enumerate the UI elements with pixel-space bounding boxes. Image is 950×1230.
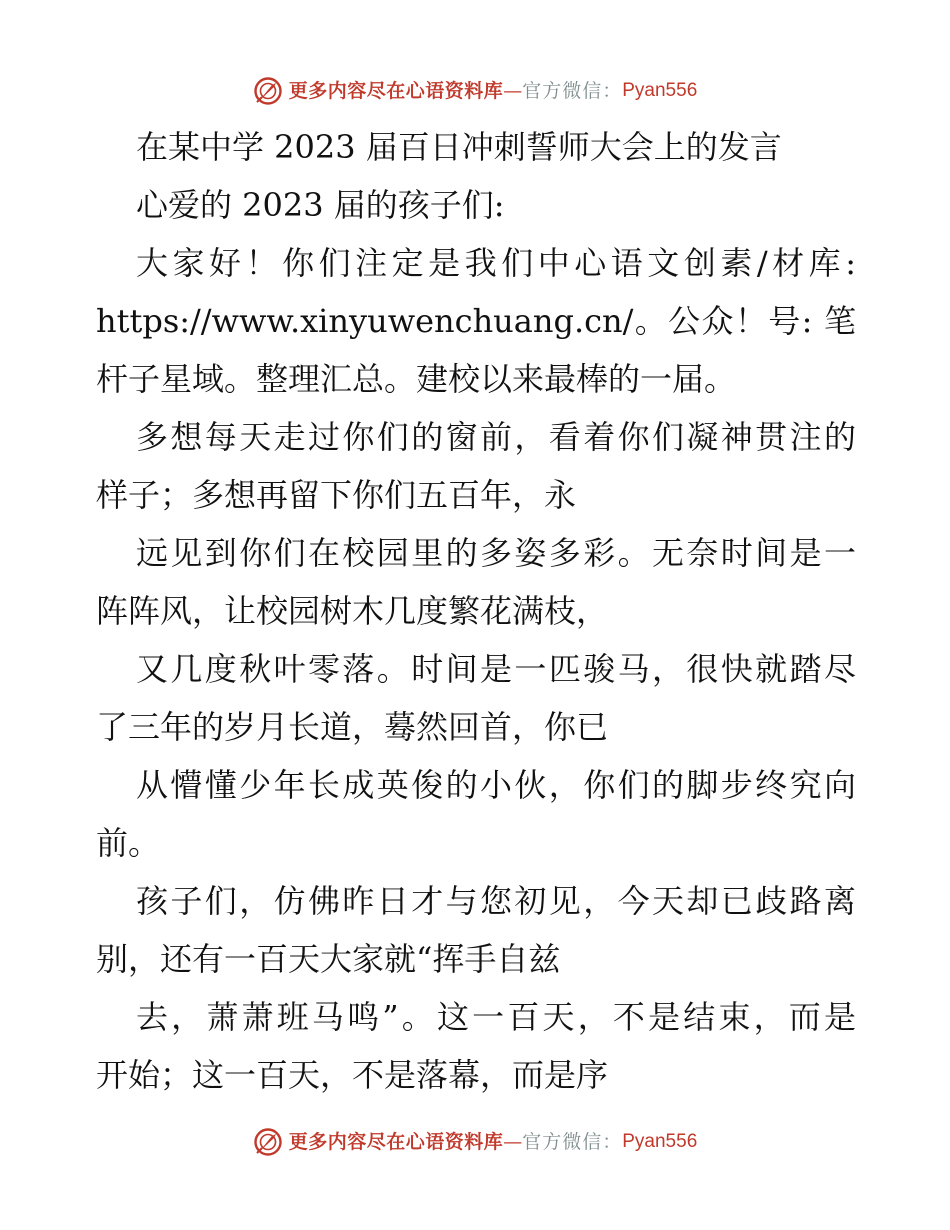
quill-logo-icon [253, 76, 283, 106]
text-line: 去，萧萧班马鸣”。这一百天，不是结束，而是 [136, 998, 856, 1036]
text-line: 远见到你们在校园里的多姿多彩。无奈时间是一 [136, 534, 856, 572]
text-line: 别，还有一百天大家就“挥手自兹 [96, 940, 561, 978]
text-line: 多想每天走过你们的窗前，看着你们凝神贯注的 [136, 418, 856, 456]
text-line: 了三年的岁月长道，蓦然回首，你已 [96, 708, 609, 746]
text-line: 杆子星域。整理汇总。建校以来最棒的一届。 [96, 360, 737, 398]
quill-logo-icon [253, 1127, 283, 1157]
watermark-dash: — [503, 1131, 523, 1153]
text-line: 开始；这一百天，不是落幕，而是序 [96, 1056, 609, 1094]
text-line: 孩子们，仿佛昨日才与您初见，今天却已歧路离 [136, 882, 856, 920]
watermark-title: 更多内容尽在心语资料库 [288, 1131, 504, 1153]
header-watermark [0, 76, 950, 106]
watermark-wechat-id: Pyan556 [622, 1131, 698, 1152]
watermark-dash: — [503, 80, 523, 102]
text-line: 大家好！你们注定是我们中心语文创素/材库: [136, 244, 856, 282]
document-title: 在某中学 2023 届百日冲刺誓师大会上的发言 [136, 128, 782, 166]
text-line: 又几度秋叶零落。时间是一匹骏马，很快就踏尽 [136, 650, 856, 688]
text-line: https://www.xinyuwenchuang.cn/。公众！号: 笔 [96, 302, 856, 340]
watermark-wechat-label: 官方微信： [522, 80, 623, 102]
footer-watermark [0, 1127, 950, 1157]
text-line: 从懵懂少年长成英俊的小伙，你们的脚步终究向 [136, 766, 856, 804]
watermark-wechat-id: Pyan556 [622, 80, 698, 101]
watermark-title: 更多内容尽在心语资料库 [288, 80, 504, 102]
watermark-wechat-label: 官方微信： [522, 1131, 623, 1153]
salutation: 心爱的 2023 届的孩子们: [136, 186, 505, 224]
text-line: 前。 [96, 824, 161, 862]
document-body [96, 118, 856, 1104]
text-line: 样子；多想再留下你们五百年，永 [96, 476, 577, 514]
text-line: 阵阵风，让校园树木几度繁花满枝， [96, 592, 609, 630]
